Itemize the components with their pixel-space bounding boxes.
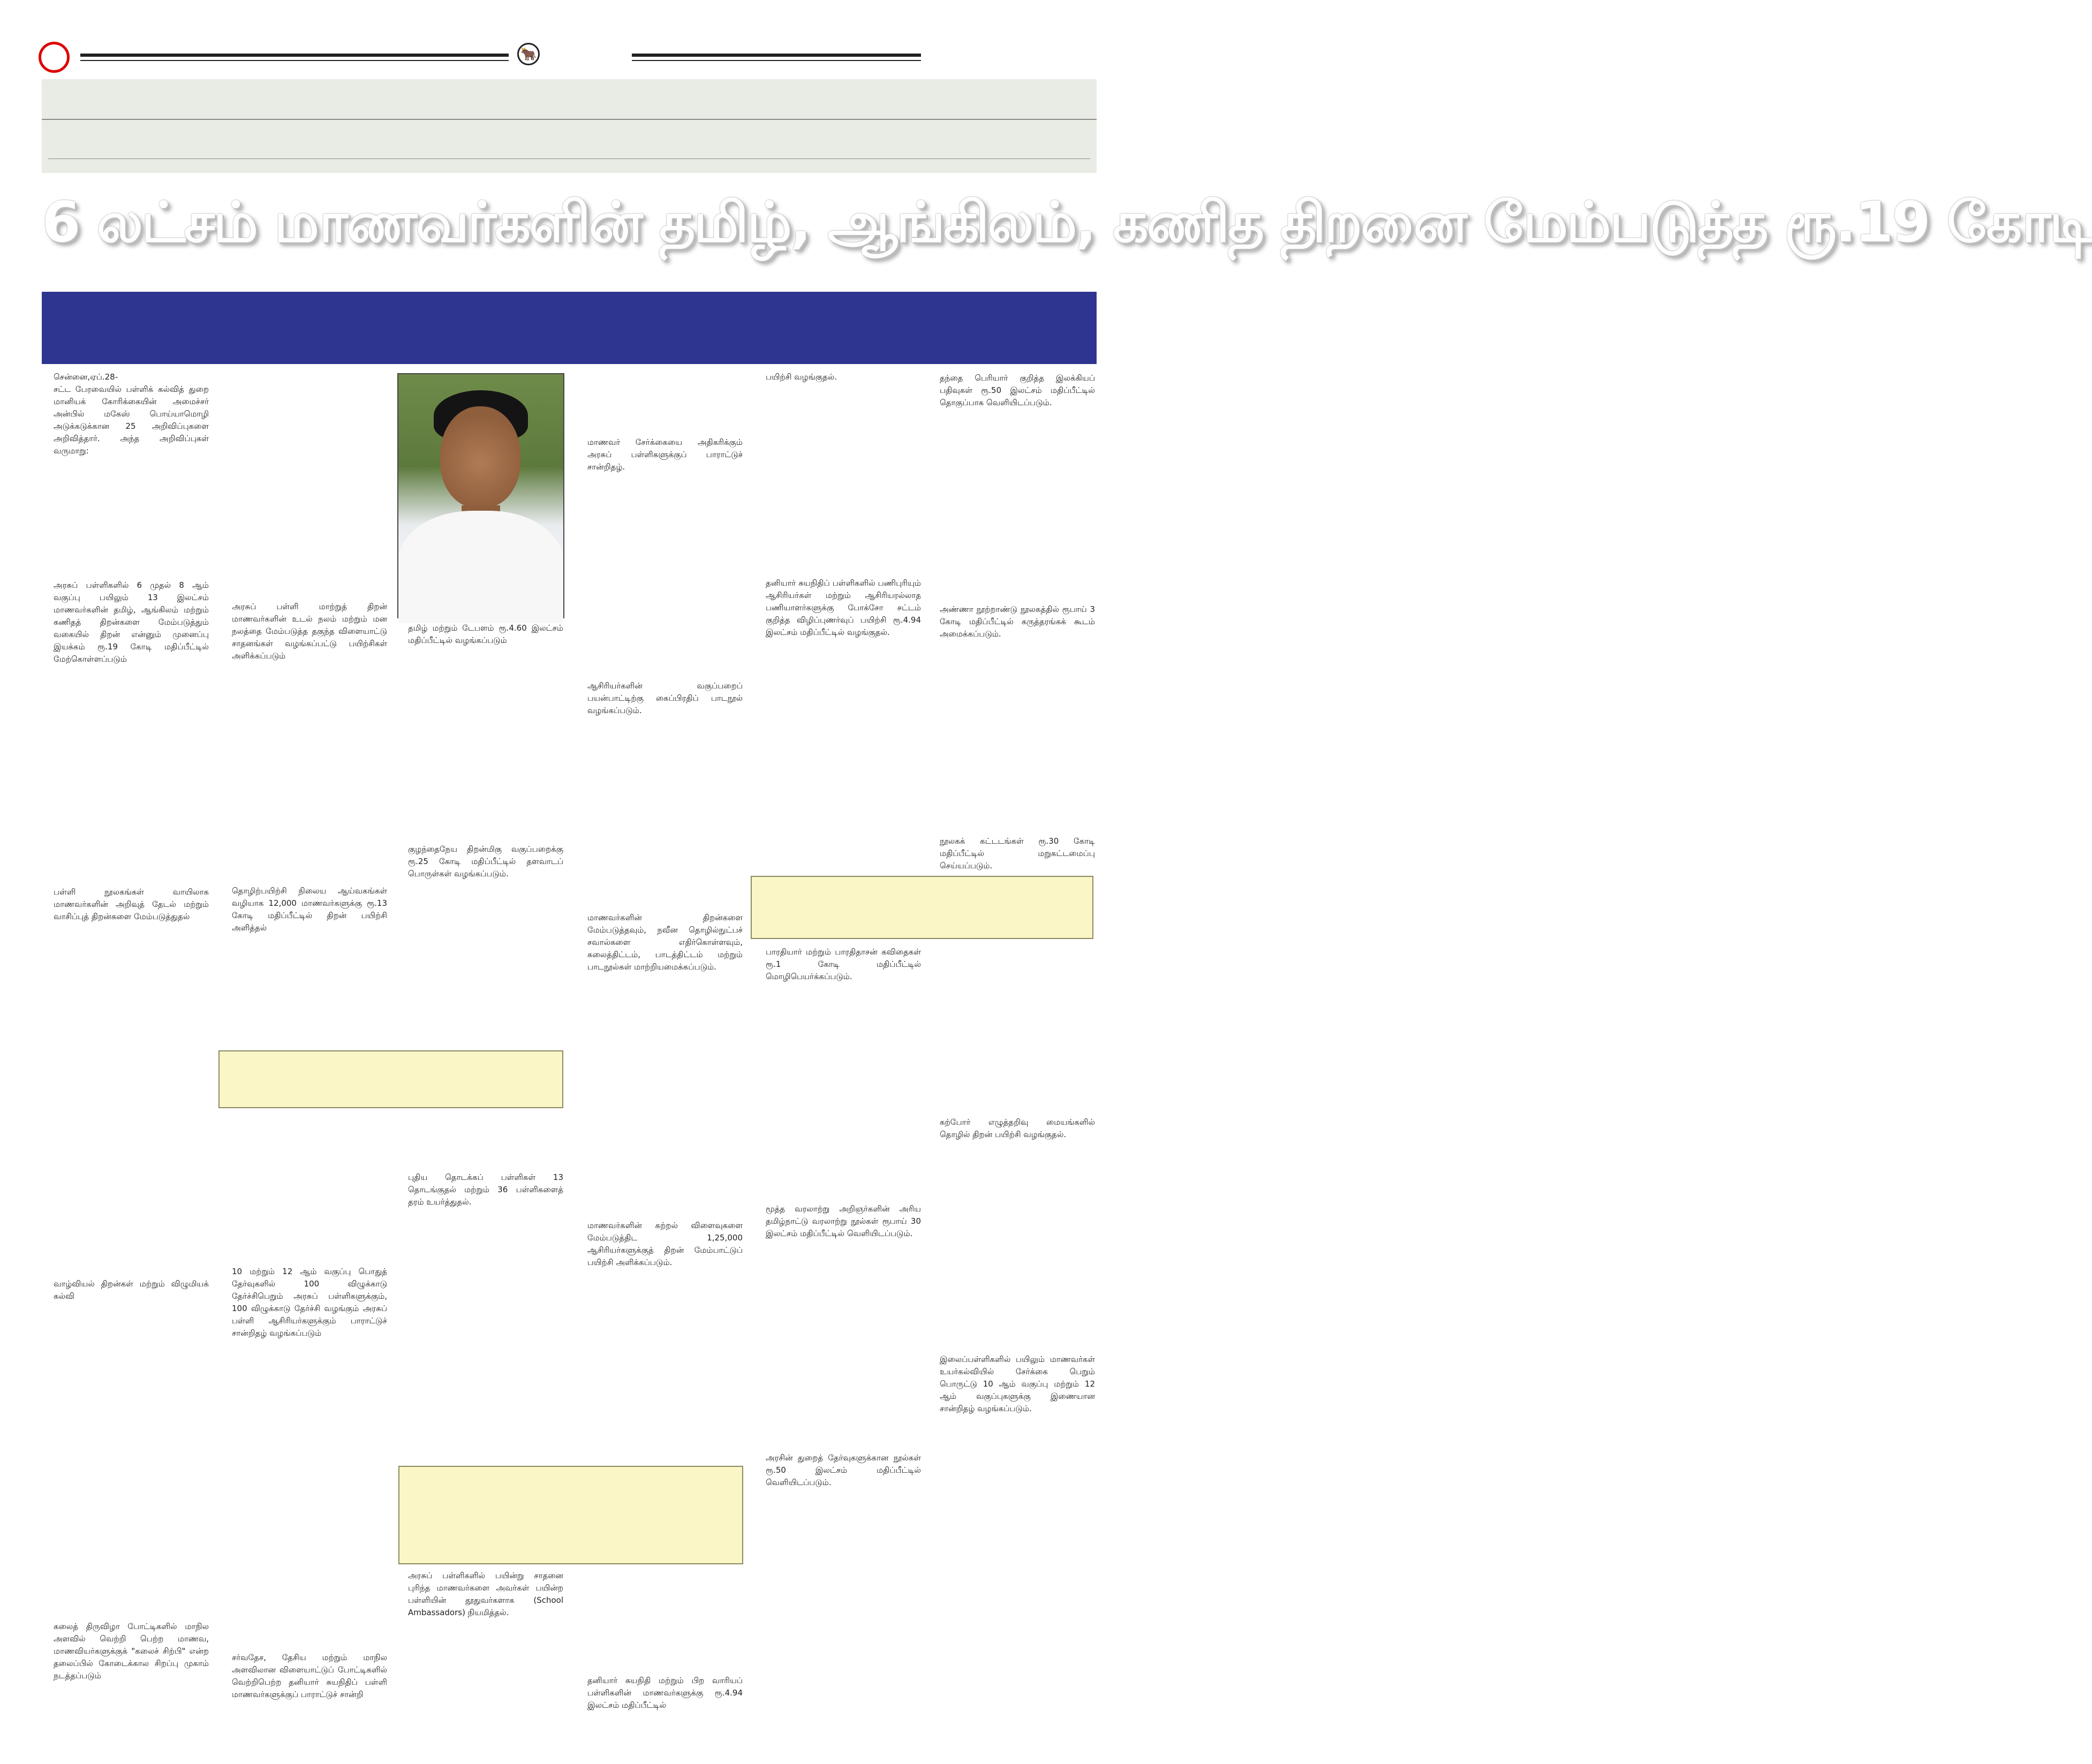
col6-paragraph-4: கற்போர் எழுத்தறிவு மையங்களில் தொழில் திறன் பயிற்சி வழங்குதல். — [940, 1117, 1095, 1139]
col5-paragraph-5: அரசின் துறைத் தேர்வுகளுக்கான நூல்கள் ரூ.50 இலட்சம் மதிப்பீட்டில் வெளியிடப்படும். — [766, 1453, 921, 1487]
bull-emblem-icon: 🐂 — [517, 43, 540, 65]
masthead-rule-left — [80, 54, 509, 57]
photo-face — [440, 406, 520, 508]
minister-photo — [397, 373, 564, 618]
highlight-box-right — [751, 876, 1093, 939]
col3-paragraph-4: அரசுப் பள்ளிகளில் பயின்று சாதனை புரிந்த மாணவர்களை அவர்கள் பயின்ற பள்ளியின் தூதுவர்களாக (School Ambassadors) நியமித்தல். — [408, 1571, 563, 1617]
col4-paragraph-4: மாணவர்களின் கற்றல் விளைவுகளை மேம்படுத்திட 1,25,000 ஆசிரியர்களுக்குத் திறன் மேம்பாட்டுப் பயிற்சி அளிக்கப்படும். — [587, 1221, 743, 1267]
col3-paragraph-2: குழந்தைநேய திறன்மிகு வகுப்பறைக்கு ரூ.25 கோடி மதிப்பீட்டில் தளவாடப் பொருள்கள் வழங்கப்படும். — [408, 844, 563, 879]
highlight-box-center — [398, 1466, 743, 1564]
col3-paragraph-1: தமிழ் மற்றும் டேபளம் ரூ.4.60 இலட்சம் மதிப்பீட்டில் வழங்கப்படும் — [408, 623, 563, 645]
col6-paragraph-2: அண்ணா நூற்றாண்டு நூலகத்தில் ரூபாய் 3 கோடி மதிப்பீட்டில் கருத்தரங்கக் கூடம் அமைக்கப்படும். — [940, 604, 1095, 639]
col1-paragraph-3: வாழ்வியல் திறன்கள் மற்றும் விழுமியக் கல்வி — [54, 1279, 209, 1301]
col2-paragraph-1: அரசுப் பள்ளி மாற்றுத் திறன் மாணவர்களின் உடல் நலம் மற்றும் மன நலத்தை மேம்படுத்த தகுந்த விளையாட்டு சாதனங்கள் வழங்கப்பட்டு பயிற்சிகள் அளிக்கப்படும் — [232, 602, 387, 661]
banner-divider-lower — [48, 158, 1090, 159]
blue-subheadline-band — [42, 292, 1097, 364]
col1-paragraph-1: அரசுப் பள்ளிகளில் 6 முதல் 8 ஆம் வகுப்பு பயிலும் 13 இலட்சம் மாணவர்களின் தமிழ், ஆங்கிலம் மற்றும் கணிதத் திறன்களை மேம்படுத்தும் வகையில் திறன் என்னும் முனைப்பு இயக்கம் ரூ.19 கோடி மதிப்பீட்டில் மேற்கொள்ளப்படும் — [54, 580, 209, 664]
col2-paragraph-3: 10 மற்றும் 12 ஆம் வகுப்பு பொதுத் தேர்வுகளில் 100 விழுக்காடு தேர்ச்சிபெறும் அரசுப் பள்ளிகளுக்கும், 100 விழுக்காடு தேர்ச்சி வழங்கும் அரசுப் பள்ளி ஆசிரியர்களுக்கும் பாராட்டுச் சான்றிதழ் வழங்கப்படும் — [232, 1267, 387, 1338]
col2-paragraph-4: சர்வதேச, தேசிய மற்றும் மாநில அளவிலான விளையாட்டுப் போட்டிகளில் வெற்றிபெற்ற தனியார் சுயநிதிப் பள்ளி மாணவர்களுக்குப் பாராட்டுச் சான்றி — [232, 1653, 387, 1699]
col2-paragraph-2: தொழிற்பயிற்சி நிலைய ஆய்வகங்கள் வழியாக 12,000 மாணவர்களுக்கு ரூ.13 கோடி மதிப்பீட்டில் திறன் பயிற்சி அளித்தல் — [232, 886, 387, 933]
col5-paragraph-1: பயிற்சி வழங்குதல். — [766, 372, 837, 382]
col4-paragraph-2: ஆசிரியர்களின் வகுப்பறைப் பயன்பாட்டிற்கு கைப்பிரதிப் பாடநூல் வழங்கப்படும். — [587, 681, 743, 715]
col6-paragraph-1: தந்தை பெரியார் குறித்த இலக்கியப் பதிவுகள் ரூ.50 இலட்சம் மதிப்பீட்டில் தொகுப்பாக வெளியிடப்படும். — [940, 373, 1095, 407]
banner-divider — [42, 119, 1097, 120]
col3-paragraph-3: புதிய தொடக்கப் பள்ளிகள் 13 தொடங்குதல் மற்றும் 36 பள்ளிகளைத் தரம் உயர்த்துதல். — [408, 1172, 563, 1207]
masthead-circle-logo — [39, 42, 70, 73]
col6-paragraph-5: இலைப்பள்ளிகளில் பயிலும் மாணவர்கள் உயர்கல்வியில் சேர்க்கை பெறும் பொருட்டு 10 ஆம் வகுப்பு மற்றும் 12 ஆம் வகுப்புகளுக்கு இணையான சான்றிதழ் வழங்கப்படும். — [940, 1354, 1095, 1413]
header-banner — [42, 79, 1097, 173]
masthead-rule-right-thin — [632, 60, 921, 61]
col4-paragraph-3: மாணவர்களின் திறன்களை மேம்படுத்தவும், நவீன தொழில்நுட்பச் சவால்களை எதிர்கொள்ளவும், கலைத்திட்டம், பாடத்திட்டம் மற்றும் பாடநூல்கள் மாற்றியமைக்கப்படும். — [587, 913, 743, 972]
col6-paragraph-3: நூலகக் கட்டடங்கள் ரூ.30 கோடி மதிப்பீட்டில் மறுகட்டமைப்பு செய்யப்படும். — [940, 836, 1095, 870]
masthead-rule-right — [632, 54, 921, 57]
col1-paragraph-4: கலைத் திருவிழா போட்டிகளில் மாநில அளவில் வெற்றி பெற்ற மாணவ, மாணவியர்களுக்குக் "கலைச் சிற்பி" என்ற தலைப்பில் கோடைக்கால சிறப்பு முகாம் நடத்தப்படும் — [54, 1622, 209, 1680]
photo-shirt — [398, 511, 563, 623]
col1-paragraph-2: பள்ளி நூலகங்கள் வாயிலாக மாணவர்களின் அறிவுத் தேடல் மற்றும் வாசிப்புத் திறன்களை மேம்படுத்துதல் — [54, 887, 209, 921]
intro-paragraph: சென்னை,ஏப்.28- சட்ட பேரவையில் பள்ளிக் கல்வித் துறை மானியக் கோரிக்கையின் அமைச்சர் அன்பில் மகேஸ் பொய்யாமொழி அடுக்கடுக்கான 25 அறிவிப்புகளை அறிவித்தார். அந்த அறிவிப்புகள் வருமாறு: — [54, 372, 209, 456]
col4-paragraph-1: மாணவர் சேர்க்கையை அதிகரிக்கும் அரசுப் பள்ளிகளுக்குப் பாராட்டுச் சான்றிதழ். — [587, 437, 743, 472]
highlight-box-left — [218, 1050, 563, 1108]
col5-paragraph-3: பாரதியார் மற்றும் பாரதிதாசன் கவிதைகள் ரூ.1 கோடி மதிப்பீட்டில் மொழிபெயர்க்கப்படும். — [766, 947, 921, 981]
masthead-rule-left-thin — [80, 60, 509, 61]
col5-paragraph-4: மூத்த வரலாற்று அறிஞர்களின் அரிய தமிழ்நாட்டு வரலாற்று நூல்கள் ரூபாய் 30 இலட்சம் மதிப்பீட்டில் வெளியிடப்படும். — [766, 1204, 921, 1238]
col5-paragraph-2: தனியார் சுயநிதிப் பள்ளிகளில் பணிபுரியும் ஆசிரியர்கள் மற்றும் ஆசிரியரல்லாத பணியாளர்களுக்கு போக்சோ சட்டம் குறித்த விழிப்புணர்வுப் பயிற்சி ரூ.4.94 இலட்சம் மதிப்பீட்டில் வழங்குதல். — [766, 578, 921, 637]
col4-paragraph-5: தனியார் சுயநிதி மற்றும் பிற வாரியப் பள்ளிகளின் மாணவர்களுக்கு ரூ.4.94 இலட்சம் மதிப்பீட்டில் — [587, 1676, 743, 1710]
main-headline: 6 லட்சம் மாணவர்களின் தமிழ், ஆங்கிலம், கணித திறனை மேம்படுத்த ரூ.19 கோடி — [42, 190, 2092, 255]
